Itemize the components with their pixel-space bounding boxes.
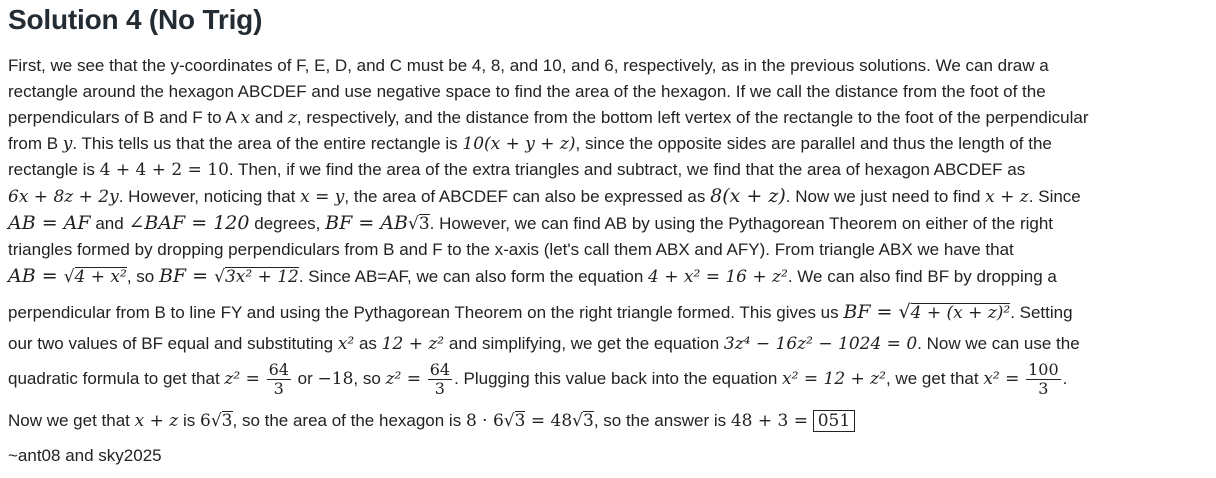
- math-sqrt3-c: 3: [514, 411, 526, 431]
- text: perpendiculars of B and F to A: [8, 108, 236, 127]
- math-hex-area: 6x + 8z + 2y: [8, 187, 119, 207]
- text: . However, we can find AB by using the Pythagorean Theorem on either of the right: [429, 214, 1054, 233]
- math-area-expr: 8 · 6: [465, 411, 504, 431]
- math-hex-area-2: 8(x + z): [710, 185, 786, 207]
- text-line-4: [8, 134, 1052, 154]
- text: . Setting: [1010, 303, 1073, 322]
- fraction-64-3-b: [428, 361, 452, 398]
- text-line-13: Now we get that x + z is 6√3, so the area of the hexagon is 8 · 6√3 = 48√3, so the answer is 48 + 3 = 051: [8, 410, 855, 432]
- text: Now we get that: [8, 411, 130, 430]
- math-equation-1: 4 + x² = 16 + z²: [648, 267, 788, 287]
- text-line-12: quadratic formula to get that z² = $\frac{64}{3}$ or −18, so z² = $\frac{64}{3}$ . Plugging this value back into the equation x² = 12 + z², we get that x² = $\frac{100}{3}$ .: [8, 360, 1068, 399]
- math-ab-radicand: 4 + x²: [74, 267, 127, 287]
- math-neg18: −18: [317, 369, 354, 389]
- math-bf-eq-ab: BF = AB: [325, 212, 408, 234]
- numerator: 64: [268, 360, 289, 380]
- math-sqrt3-d: 3: [583, 411, 594, 431]
- text: as: [358, 334, 377, 353]
- math-z2-eq: z² =: [224, 369, 260, 389]
- math-x-plus-z-2: x + z: [134, 411, 179, 431]
- text: triangles formed by dropping perpendiculars from B and F to the x-axis (let's call them ABX and AFY). From triangle ABX we have that: [8, 240, 1014, 259]
- text: , we get that: [885, 369, 979, 388]
- text-line-5: [8, 160, 1025, 180]
- math-area-eq: = 48: [525, 411, 573, 431]
- text: . We can also find BF by dropping a: [787, 267, 1057, 286]
- math-six: 6: [200, 411, 211, 431]
- math-sqrt3-b: 3: [221, 411, 233, 431]
- text: . Now we just need to find: [785, 187, 981, 206]
- math-x-eq-y: x = y: [300, 187, 345, 207]
- math-substitution: 12 + z²: [381, 334, 445, 354]
- fraction-64-3: [267, 361, 291, 398]
- text: , so the answer is: [593, 411, 727, 430]
- text: First, we see that the y-coordinates of F, E, D, and C must be 4, 8, and 10, and 6, respectively, as in the previous solutions. We can draw a: [8, 56, 1049, 75]
- author-credit: ~ant08 and sky2025: [8, 446, 162, 465]
- text: rectangle around the hexagon ABCDEF and use negative space to find the area of the hexagon. If we call the distance from the foot of the: [8, 82, 1046, 101]
- text-line-6: [8, 186, 1081, 207]
- fraction-100-3: [1026, 361, 1061, 398]
- text: , respectively, and the distance from the bottom left vertex of the rectangle to the foot of the perpendicular: [296, 108, 1089, 127]
- text: and: [254, 108, 284, 127]
- text: quadratic formula to get that: [8, 369, 220, 388]
- text: is: [182, 411, 196, 430]
- text-line-10: perpendicular from B to line FY and using the Pythagorean Theorem on the right triangle formed. This gives us BF = √4 + (x + z)². Setting: [8, 301, 1073, 323]
- math-x2-eq-sub: x² = 12 + z²: [782, 369, 886, 389]
- text-line-2: [8, 82, 1046, 102]
- math-var-x: x: [240, 108, 251, 128]
- math-x-squared: x²: [337, 334, 355, 354]
- numerator: 64: [429, 360, 451, 380]
- math-x-plus-z: x + z: [985, 187, 1029, 207]
- math-sqrt3: 3: [418, 214, 430, 234]
- text: , the area of ABCDEF can also be expressed as: [344, 187, 706, 206]
- math-x2-eq: x² =: [983, 369, 1020, 389]
- text-line-3: [8, 108, 1089, 128]
- text: . Plugging this value back into the equation: [454, 369, 778, 388]
- math-bf-radicand: 3x² + 12: [224, 267, 299, 287]
- text-line-1: [8, 56, 1049, 76]
- text: and simplifying, we get the equation: [448, 334, 720, 353]
- text: . This tells us that the area of the entire rectangle is: [72, 134, 458, 153]
- text: and: [95, 214, 124, 233]
- math-bf-radicand-2: 4 + (x + z)²: [910, 303, 1011, 323]
- math-bf-eq-2: BF =: [843, 301, 899, 323]
- text: . Then, if we find the area of the extra triangles and subtract, we find that the area of hexagon ABCDEF as: [228, 160, 1026, 179]
- text-line-8: [8, 240, 1014, 260]
- math-var-y: y: [62, 134, 73, 154]
- text: . Since AB=AF, we can also form the equation: [298, 267, 644, 286]
- text: , so: [353, 369, 381, 388]
- text: . Since: [1028, 187, 1081, 206]
- denominator: 3: [273, 379, 284, 399]
- math-ab-eq: AB =: [8, 265, 64, 287]
- text: from B: [8, 134, 59, 153]
- text: rectangle is: [8, 160, 95, 179]
- text: perpendicular from B to line FY and using the Pythagorean Theorem on the right triangle formed. This gives us: [8, 303, 839, 322]
- text: , so the area of the hexagon is: [232, 411, 462, 430]
- math-rect-area: 10(x + y + z): [462, 134, 576, 154]
- text: , since the opposite sides are parallel and thus the length of the: [575, 134, 1052, 153]
- text-line-11: [8, 334, 1080, 354]
- math-quartic: 3z⁴ − 16z² − 1024 = 0: [723, 334, 918, 354]
- text: or: [297, 369, 313, 388]
- math-rect-length: 4 + 4 + 2 = 10: [99, 160, 229, 180]
- text: , so: [126, 267, 155, 286]
- math-bf-eq: BF =: [158, 265, 215, 287]
- text: our two values of BF equal and substituting: [8, 334, 334, 353]
- answer-box: 051: [813, 410, 855, 432]
- solution-heading: Solution 4 (No Trig): [8, 4, 263, 35]
- denominator: 3: [1038, 379, 1049, 399]
- text: . Now we can use the: [917, 334, 1080, 353]
- math-var-z: z: [287, 108, 297, 128]
- math-angle-baf: ∠BAF = 120: [128, 212, 250, 234]
- denominator: 3: [434, 379, 445, 399]
- text-line-9: AB = √4 + x², so BF = √3x² + 12. Since AB=AF, we can also form the equation 4 + x² = 16 + z². We can also find BF by dropping a: [8, 265, 1057, 287]
- numerator: 100: [1028, 360, 1059, 380]
- math-z2-eq-2: z² =: [385, 369, 421, 389]
- text: . However, noticing that: [118, 187, 296, 206]
- text-line-7: AB = AF and ∠BAF = 120 degrees, BF = AB√3. However, we can find AB by using the Pythagorean Theorem on either of the right: [8, 212, 1054, 234]
- math-ab-eq-af: AB = AF: [8, 212, 91, 234]
- math-answer-expr: 48 + 3 =: [730, 411, 808, 431]
- text: degrees,: [254, 214, 321, 233]
